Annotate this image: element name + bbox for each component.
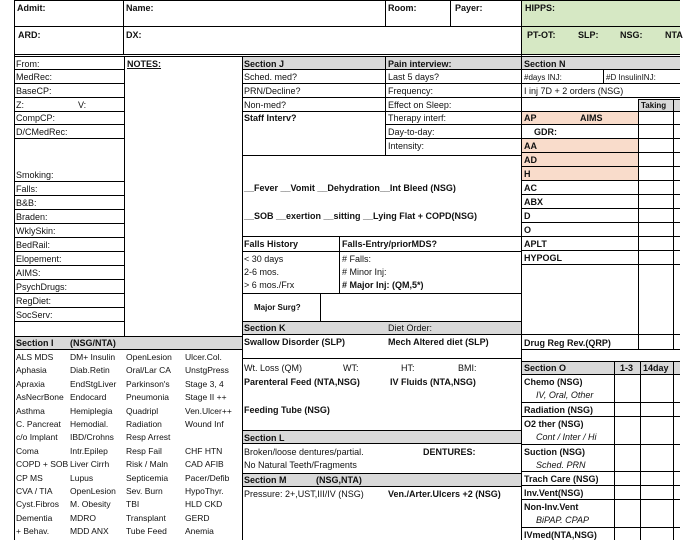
non-med: Non-med?: [244, 100, 287, 110]
left-v: V:: [78, 100, 87, 110]
aims-label: AIMS: [580, 113, 603, 123]
section-o-item: Chemo (NSG): [524, 377, 583, 387]
staff-interv: Staff Interv?: [244, 113, 297, 123]
left-bedrail: BedRail:: [16, 240, 51, 250]
section-i-item: Tube Feed: [126, 526, 167, 537]
left-basecp: BaseCP:: [16, 86, 52, 96]
pain-daytoday: Day-to-day:: [388, 127, 435, 137]
section-i-item: Risk / Maln: [126, 459, 169, 470]
drug-class-aplt: APLT: [524, 239, 547, 249]
wt-loss: Wt. Loss (QM): [244, 363, 302, 373]
hipps-label: HIPPS:: [525, 3, 556, 13]
section-i-item: Oral/Lar CA: [126, 365, 171, 376]
section-i-item: M. Obesity: [70, 499, 111, 510]
pain-frequency: Frequency:: [388, 86, 434, 96]
pressure-ulcers: Pressure: 2+,UST,III/IV (NSG): [244, 489, 364, 499]
drug-reg-rev: Drug Reg Rev.(QRP): [524, 338, 611, 348]
section-i-item: TBI: [126, 499, 140, 510]
section-i-sub: (NSG/NTA): [70, 338, 116, 348]
section-i-item: MDRO: [70, 512, 96, 523]
dentures-label: DENTURES:: [423, 447, 476, 457]
section-i-item: CP MS: [16, 472, 43, 483]
left-dcmedrec: D/CMedRec:: [16, 127, 68, 137]
pain-title: Pain interview:: [388, 59, 452, 69]
section-i-item: Resp Fail: [126, 445, 162, 456]
d-insulin-inj: #D InsulinINJ:: [606, 73, 656, 82]
pain-last5: Last 5 days?: [388, 72, 440, 82]
section-o-col2: 14day: [643, 363, 669, 373]
section-i-item: Endocard: [70, 392, 107, 403]
section-i-item: MDD ANX: [70, 526, 109, 537]
ap-label: AP: [524, 113, 537, 123]
swallow-disorder: Swallow Disorder (SLP): [244, 337, 346, 347]
section-i-item: Hemiplegia: [70, 405, 113, 416]
section-i-item: COPD + SOB: [16, 459, 69, 470]
drug-class-o: O: [524, 225, 532, 235]
section-i-item: Ven.Ulcer++: [185, 405, 232, 416]
section-k-title: Section K: [244, 323, 286, 333]
section-i-item: Ulcer.Col.: [185, 352, 222, 362]
left-falls: Falls:: [16, 184, 38, 194]
section-i-title: Section I: [16, 338, 54, 348]
nta-label: NTA: [665, 30, 683, 40]
section-i-item: Intr.Epilep: [70, 445, 108, 456]
falls-6mos: > 6 mos./Frx: [244, 280, 295, 290]
drug-class-hypogl: HYPOGL: [524, 253, 563, 263]
section-i-item: OpenLesion: [70, 486, 116, 496]
section-i-item: Stage 3, 4: [185, 378, 224, 389]
section-i-item: Anemia: [185, 526, 214, 537]
broken-dentures: Broken/loose dentures/partial.: [244, 447, 364, 457]
section-i-item: Sev. Burn: [126, 486, 163, 496]
section-o-item: Trach Care (NSG): [524, 474, 599, 484]
section-i-item: + Behav.: [16, 526, 50, 537]
section-i-item: HLD CKD: [185, 499, 223, 510]
name-label: Name:: [126, 3, 154, 13]
falls-major: # Major Inj: (QM,5*): [342, 280, 424, 290]
section-o-item: O2 ther (NSG): [524, 419, 584, 429]
pain-therapy: Therapy interf:: [388, 113, 447, 123]
section-o-title: Section O: [524, 363, 567, 373]
section-i-item: CAD AFIB: [185, 459, 224, 470]
section-i-item: GERD: [185, 512, 210, 523]
drug-class-h: H: [524, 169, 531, 179]
section-i-item: UnstgPress: [185, 365, 229, 376]
section-i-item: OpenLesion: [126, 352, 172, 362]
section-i-item: HypoThyr.: [185, 486, 224, 496]
left-medrec: MedRec:: [16, 72, 53, 82]
left-wklyskin: WklySkin:: [16, 226, 56, 236]
section-o-item-sub: BiPAP. CPAP: [536, 515, 590, 525]
days-inj: #days INJ:: [524, 73, 562, 82]
parenteral-feed: Parenteral Feed (NTA,NSG): [244, 377, 360, 387]
falls-count: # Falls:: [342, 254, 372, 264]
dx-label: DX:: [126, 30, 142, 40]
sched-med: Sched. med?: [244, 72, 298, 82]
room-label: Room:: [388, 3, 417, 13]
section-o-item: Suction (NSG): [524, 447, 585, 457]
section-i-item: ALS MDS: [16, 352, 54, 362]
section-i-item: Apraxia: [16, 378, 45, 389]
no-natural-teeth: No Natural Teeth/Fragments: [244, 460, 357, 470]
ard-label: ARD:: [18, 30, 41, 40]
drug-class-ad: AD: [524, 155, 537, 165]
falls-30days: < 30 days: [244, 254, 284, 264]
section-i-item: EndStgLiver: [70, 378, 117, 389]
section-i-item: CHF HTN: [185, 445, 223, 456]
notes-label: NOTES:: [127, 59, 162, 69]
section-o-item: Inv.Vent(NSG): [524, 488, 584, 498]
section-o-col1: 1-3: [620, 363, 634, 373]
mech-altered: Mech Altered diet (SLP): [388, 337, 489, 347]
falls-history: Falls History: [244, 239, 299, 249]
gdr-label: GDR:: [534, 127, 557, 137]
drug-class-ac: AC: [524, 183, 537, 193]
pain-intensity: Intensity:: [388, 141, 425, 151]
section-i-item: Coma: [16, 445, 39, 456]
section-i-item: IBD/Crohns: [70, 432, 114, 443]
left-smoking: Smoking:: [16, 170, 54, 180]
section-n-title: Section N: [524, 59, 566, 69]
section-l-title: Section L: [244, 433, 285, 443]
symptoms-line2: __SOB __exertion __sitting __Lying Flat + COPD(NSG): [244, 211, 477, 221]
taking-header: Taking: [641, 101, 667, 110]
left-from: From:: [16, 59, 40, 69]
wt-label: WT:: [343, 363, 359, 373]
section-i-item: Lupus: [70, 472, 94, 483]
section-i-item: DM+ Insulin: [70, 352, 116, 362]
bmi-label: BMI:: [458, 363, 477, 373]
section-i-item: Resp Arrest: [126, 432, 171, 443]
left-bb: B&B:: [16, 198, 37, 208]
drug-class-aa: AA: [524, 141, 537, 151]
section-i-item: Radiation: [126, 419, 162, 429]
left-compcp: CompCP:: [16, 113, 56, 123]
diet-order: Diet Order:: [388, 323, 433, 333]
section-i-item: Hemodial.: [70, 419, 109, 429]
section-o-item: IVmed(NTA,NSG): [524, 530, 597, 540]
payer-label: Payer:: [455, 3, 483, 13]
iv-fluids: IV Fluids (NTA,NSG): [390, 377, 476, 387]
falls-entry: Falls-Entry/priorMDS?: [342, 239, 438, 249]
left-psychdrugs: PsychDrugs:: [16, 282, 68, 292]
section-i-item: AsNecrBone: [16, 392, 64, 403]
nsg-label: NSG:: [620, 30, 643, 40]
section-i-item: Pneumonia: [126, 392, 170, 403]
section-o-item: Radiation (NSG): [524, 405, 593, 415]
section-i-item: Stage II ++: [185, 392, 227, 403]
section-o-item: Non-Inv.Vent: [524, 502, 579, 512]
section-i-item: Cyst.Fibros: [16, 499, 59, 510]
prn-decline: PRN/Decline?: [244, 86, 301, 96]
section-i-item: c/o Implant: [16, 432, 58, 443]
section-o-item-sub: Sched. PRN: [536, 460, 586, 470]
ht-label: HT:: [401, 363, 415, 373]
ven-arter-ulcers: Ven./Arter.Ulcers +2 (NSG): [388, 489, 501, 499]
left-regdiet: RegDiet:: [16, 296, 52, 306]
section-j-title: Section J: [244, 59, 285, 69]
symptoms-line1: __Fever __Vomit __Dehydration__Int Bleed (NSG): [244, 183, 456, 193]
drug-class-abx: ABX: [524, 197, 544, 207]
section-i-item: Liver Cirrh: [70, 459, 110, 470]
slp-label: SLP:: [578, 30, 599, 40]
section-i-item: Pacer/Defib: [185, 472, 230, 483]
section-i-item: Quadripl: [126, 405, 159, 416]
drug-class-d: D: [524, 211, 531, 221]
section-m-sub: (NSG,NTA): [316, 475, 362, 485]
psych-rows-bg: [521, 138, 638, 180]
section-i-item: Parkinson's: [126, 378, 170, 389]
section-i-item: Diab.Retin: [70, 365, 110, 376]
left-braden: Braden:: [16, 212, 48, 222]
section-o-item-sub: Cont / Inter / Hi: [536, 432, 597, 442]
section-i-item: Transplant: [126, 512, 166, 523]
pain-sleep: Effect on Sleep:: [388, 100, 452, 110]
left-socserv: SocServ:: [16, 310, 53, 320]
section-i-item: C. Pancreat: [16, 419, 61, 429]
section-i-item: Aphasia: [16, 365, 47, 376]
section-i-item: Septicemia: [126, 472, 169, 483]
left-elopement: Elopement:: [16, 254, 62, 264]
section-i-item: Asthma: [16, 405, 45, 416]
admit-label: Admit:: [17, 3, 46, 13]
pt-ot-label: PT-OT:: [527, 30, 556, 40]
section-i-item: Dementia: [16, 512, 53, 523]
major-surg: Major Surg?: [254, 303, 301, 312]
feeding-tube: Feeding Tube (NSG): [244, 405, 330, 415]
left-z: Z:: [16, 100, 24, 110]
section-m-title: Section M: [244, 475, 287, 485]
section-i-item: Wound Inf: [185, 419, 224, 429]
falls-2-6mos: 2-6 mos.: [244, 267, 280, 277]
left-aims: AIMS:: [16, 268, 41, 278]
inj-orders: I inj 7D + 2 orders (NSG): [524, 86, 624, 96]
section-i-item: CVA / TIA: [16, 486, 53, 496]
section-o-item-sub: IV, Oral, Other: [536, 390, 594, 400]
falls-minor: # Minor Inj:: [342, 267, 387, 277]
